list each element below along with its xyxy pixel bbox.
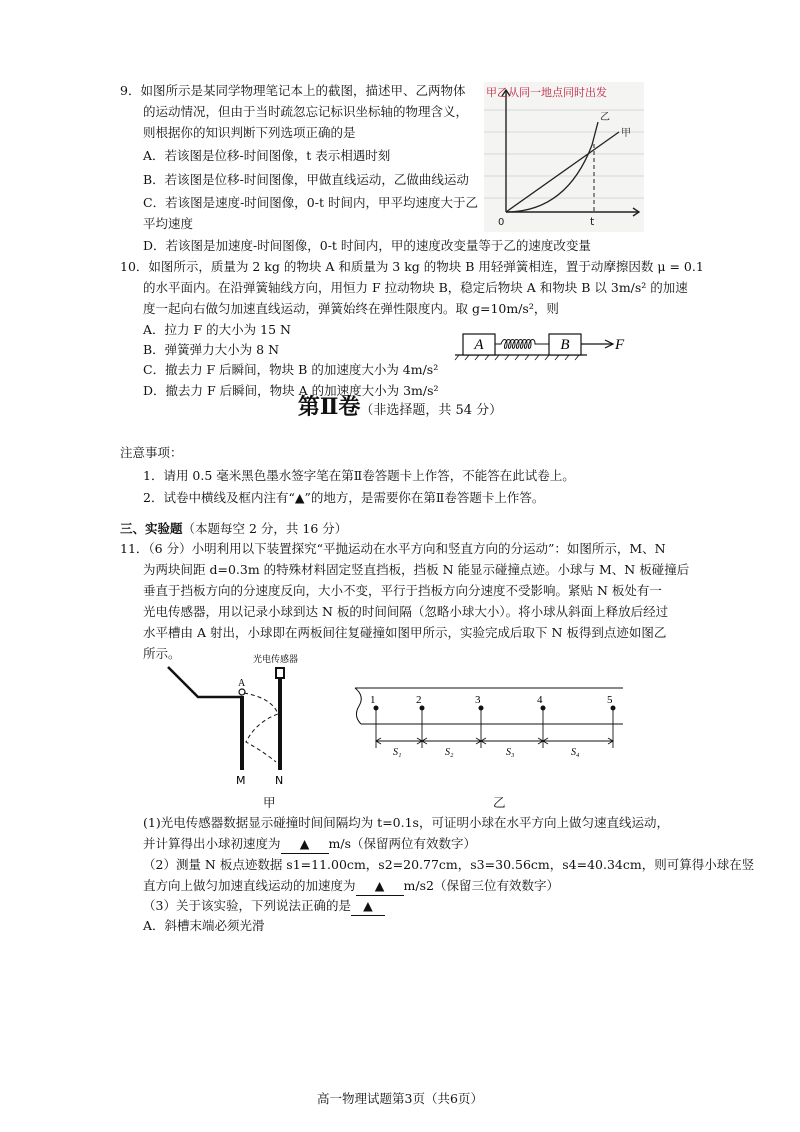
sec3-heading-main: 三、实验题 xyxy=(120,521,183,536)
ball-a xyxy=(239,689,245,695)
q11-sub2-line1: （2）测量 N 板点迹数据 s1=11.00cm，s2=20.77cm，s3=30.56cm，s4=40.34cm，则可算得小球在竖 xyxy=(143,857,755,872)
q11-stem-line6: 所示。 xyxy=(143,646,181,661)
segment-s1-label: S₁ xyxy=(393,747,402,758)
point-1-label: 1 xyxy=(370,694,376,706)
q11-sub1-tail: m/s（保留两位有效数字） xyxy=(328,836,476,851)
sec3-heading-note: （本题每空 2 分，共 16 分） xyxy=(182,521,348,536)
q10-figure xyxy=(455,328,635,360)
q9-stem-line1: 9．如图所示是某同学物理笔记本上的截图，描述甲、乙两物体 xyxy=(120,83,466,98)
q10-option-d: D．撤去力 F 后瞬间，物块 A 的加速度大小为 3m/s² xyxy=(143,383,439,398)
q11-stem-line4: 光电传感器，用以记录小球到达 N 板的时间间隔（忽略小球大小）。将小球从斜面上释放后经过 xyxy=(143,604,669,619)
q11-sub3-marker: ▲ xyxy=(363,898,373,913)
q10-option-b: B．弹簧弹力大小为 8 N xyxy=(143,342,280,357)
q11-sub1-marker: ▲ xyxy=(299,836,310,851)
notice-item-1: 1．请用 0.5 毫米黑色墨水签字笔在第Ⅱ卷答题卡上作答，不能答在此试卷上。 xyxy=(143,468,575,483)
q9-graph-note: 甲乙从同一地点同时出发 xyxy=(486,86,607,99)
q11-stem-line3: 垂直于挡板方向的分速度反向，大小不变，平行于挡板方向分速度不受影响。紧贴 N 板处有一 xyxy=(143,583,662,598)
block-b-label: B xyxy=(560,337,570,353)
q9-option-c: C．若该图是速度-时间图像，0-t 时间内，甲平均速度大于乙 xyxy=(143,195,478,210)
page-footer: 高一物理试题第3页（共6页） xyxy=(317,1091,483,1106)
q9-label-yi: 乙 xyxy=(600,112,610,123)
q11-option-a: A．斜槽末端必须光滑 xyxy=(143,918,265,933)
force-f-label: F xyxy=(615,337,625,353)
block-a-label: A xyxy=(474,337,484,353)
q11-sub1-line2 xyxy=(143,835,476,854)
notice-heading: 注意事项： xyxy=(120,445,183,460)
q9-stem-line3: 则根据你的知识判断下列选项正确的是 xyxy=(143,125,356,140)
q11-sub3-blank[interactable] xyxy=(351,897,385,916)
q11-figure-yi xyxy=(355,686,625,781)
q11-sub2-text: 直方向上做匀加速直线运动的加速度为 xyxy=(143,878,356,893)
q10-stem-line2: 的水平面内。在沿弹簧轴线方向，用恒力 F 拉动物块 B，稳定后物块 A 和物块 B 以 3m/s² 的加速 xyxy=(143,280,688,295)
point-3-label: 3 xyxy=(475,694,481,706)
q11-sub1-line1: (1)光电传感器数据显示碰撞时间间隔均为 t=0.1s，可证明小球在水平方向上做匀速直线运动， xyxy=(143,815,669,830)
q11-stem-line5: 水平槽由 A 射出，小球即在两板间往复碰撞如图甲所示，实验完成后取下 N 板得到点迹如图乙 xyxy=(143,625,667,640)
segment-s3-label: S₃ xyxy=(506,747,515,758)
segment-s2-label: S₂ xyxy=(445,747,454,758)
point-5-label: 5 xyxy=(607,694,613,706)
q9-option-d: D．若该图是加速度-时间图像，0-t 时间内，甲的速度改变量等于乙的速度改变量 xyxy=(143,238,591,253)
part2-title-main: 第Ⅱ卷 xyxy=(297,394,361,420)
sensor-box xyxy=(276,668,284,678)
q10-stem-line3: 度一起向右做匀加速直线运动，弹簧始终在弹性限度内。取 g=10m/s²，则 xyxy=(143,301,559,316)
part2-title xyxy=(0,390,800,421)
segment-s4-label: S₄ xyxy=(571,747,580,758)
q11-sub2-marker: ▲ xyxy=(374,878,385,893)
q9-option-a: A．若该图是位移-时间图像，t 表示相遇时刻 xyxy=(143,148,391,163)
q9-stem-line2: 的运动情况，但由于当时疏忽忘记标识坐标轴的物理含义， xyxy=(143,104,469,119)
fig-jia-caption: 甲 xyxy=(263,795,276,810)
q11-stem-line1: 11．（6 分）小明利用以下装置探究“平抛运动在水平方向和竖直方向的分运动”：如图所示，M、N xyxy=(120,541,666,556)
q11-sub1-text: 并计算得出小球初速度为 xyxy=(143,836,281,851)
notice-item-2: 2．试卷中横线及框内注有“▲”的地方，是需要你在第Ⅱ卷答题卡上作答。 xyxy=(143,490,545,505)
fig-yi-caption: 乙 xyxy=(493,795,506,810)
q11-sub2-tail: m/s2（保留三位有效数字） xyxy=(403,878,559,893)
board-n-label: N xyxy=(275,774,284,787)
q9-graph xyxy=(484,82,644,232)
q11-sub1-blank[interactable] xyxy=(281,835,329,854)
point-2-label: 2 xyxy=(416,694,422,706)
q9-origin: 0 xyxy=(498,217,505,228)
point-a-label: A xyxy=(238,678,246,689)
q11-sub3 xyxy=(143,897,385,916)
q9-t-label: t xyxy=(590,215,595,228)
q10-stem-line1: 10．如图所示，质量为 2 kg 的物块 A 和质量为 3 kg 的物块 B 用轻弹簧相连，置于动摩擦因数 μ = 0.1 xyxy=(120,259,704,274)
q11-sub2-line2 xyxy=(143,877,559,896)
part2-title-sub: （非选择题，共 54 分） xyxy=(360,403,503,418)
q9-option-c-cont: 平均速度 xyxy=(143,216,194,231)
q9-option-b: B．若该图是位移-时间图像，甲做直线运动，乙做曲线运动 xyxy=(143,172,469,187)
board-m-label: M xyxy=(236,774,246,787)
sensor-label: 光电传感器 xyxy=(253,655,299,665)
q9-label-jia: 甲 xyxy=(621,128,631,139)
q10-option-a: A．拉力 F 的大小为 15 N xyxy=(143,322,291,337)
point-4-label: 4 xyxy=(537,694,543,706)
spring xyxy=(495,340,549,349)
sec3-heading xyxy=(120,520,347,538)
q11-stem-line2: 为两块间距 d=0.3m 的特殊材料固定竖直挡板，挡板 N 能显示碰撞点迹。小球与 M、N 板碰撞后 xyxy=(143,562,690,577)
q10-option-c: C．撤去力 F 后瞬间，物块 B 的加速度大小为 4m/s² xyxy=(143,362,439,377)
q11-figure-jia xyxy=(168,652,318,787)
q11-sub3-text: （3）关于该实验，下列说法正确的是 xyxy=(143,898,351,913)
q11-sub2-blank[interactable] xyxy=(356,877,404,896)
